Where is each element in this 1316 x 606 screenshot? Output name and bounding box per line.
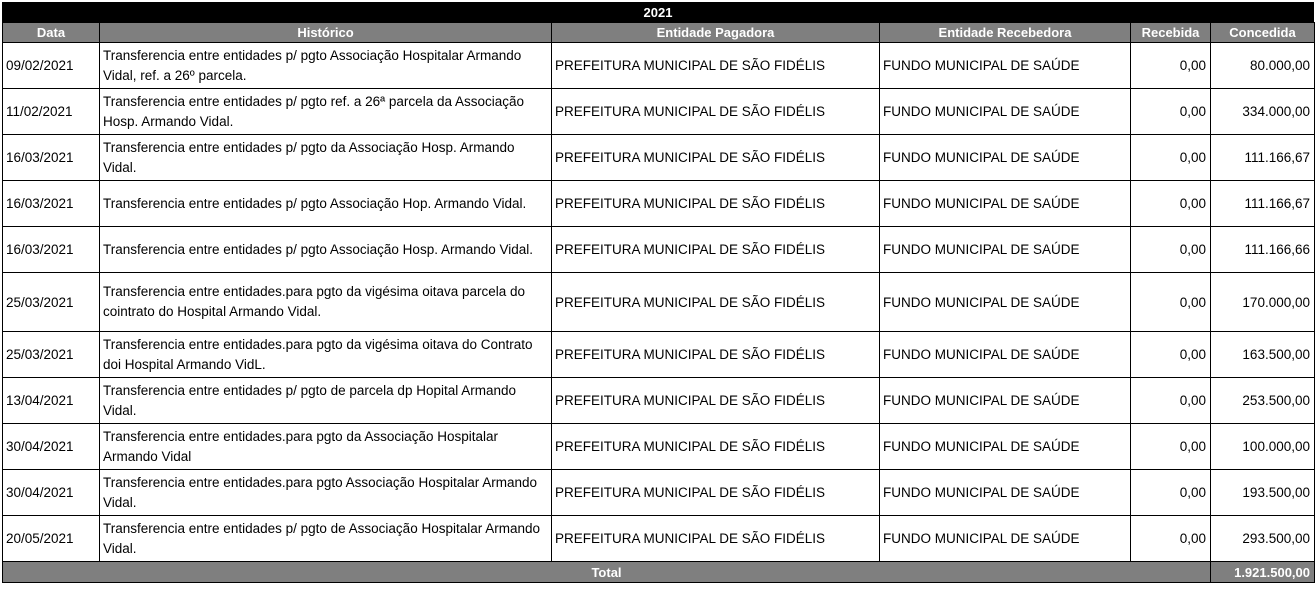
cell-concedida: 170.000,00	[1211, 273, 1315, 332]
cell-recebedora: FUNDO MUNICIPAL DE SAÚDE	[880, 516, 1131, 562]
table-row	[3, 181, 1315, 227]
cell-pagadora: PREFEITURA MUNICIPAL DE SÃO FIDÉLIS	[552, 516, 880, 562]
column-header-data: Data	[3, 23, 100, 43]
cell-pagadora: PREFEITURA MUNICIPAL DE SÃO FIDÉLIS	[552, 470, 880, 516]
cell-pagadora: PREFEITURA MUNICIPAL DE SÃO FIDÉLIS	[552, 227, 880, 273]
cell-recebedora: FUNDO MUNICIPAL DE SAÚDE	[880, 43, 1131, 89]
transfers-sheet	[2, 2, 1314, 583]
cell-historico: Transferencia entre entidades p/ pgto ref. a 26ª parcela da Associação Hosp. Armando Vidal.	[100, 89, 552, 135]
cell-pagadora: PREFEITURA MUNICIPAL DE SÃO FIDÉLIS	[552, 378, 880, 424]
cell-historico: Transferencia entre entidades.para pgto Associação Hospitalar Armando Vidal.	[100, 470, 552, 516]
transfers-table	[2, 22, 1315, 583]
cell-pagadora: PREFEITURA MUNICIPAL DE SÃO FIDÉLIS	[552, 89, 880, 135]
cell-concedida: 193.500,00	[1211, 470, 1315, 516]
cell-historico: Transferencia entre entidades p/ pgto Associação Hop. Armando Vidal.	[100, 181, 552, 227]
column-header-historico: Histórico	[100, 23, 552, 43]
cell-recebida: 0,00	[1131, 470, 1211, 516]
total-value: 1.921.500,00	[1211, 562, 1315, 583]
cell-historico: Transferencia entre entidades p/ pgto de Associação Hospitalar Armando Vidal.	[100, 516, 552, 562]
column-header-recebida: Recebida	[1131, 23, 1211, 43]
column-header-pagadora: Entidade Pagadora	[552, 23, 880, 43]
table-row	[3, 332, 1315, 378]
cell-recebedora: FUNDO MUNICIPAL DE SAÚDE	[880, 227, 1131, 273]
total-label: Total	[3, 562, 1211, 583]
cell-recebedora: FUNDO MUNICIPAL DE SAÚDE	[880, 424, 1131, 470]
cell-recebida: 0,00	[1131, 227, 1211, 273]
cell-concedida: 111.166,67	[1211, 181, 1315, 227]
cell-recebedora: FUNDO MUNICIPAL DE SAÚDE	[880, 89, 1131, 135]
cell-date: 16/03/2021	[3, 227, 100, 273]
column-header-recebedora: Entidade Recebedora	[880, 23, 1131, 43]
table-row	[3, 424, 1315, 470]
cell-date: 30/04/2021	[3, 470, 100, 516]
cell-recebida: 0,00	[1131, 378, 1211, 424]
cell-pagadora: PREFEITURA MUNICIPAL DE SÃO FIDÉLIS	[552, 135, 880, 181]
cell-recebedora: FUNDO MUNICIPAL DE SAÚDE	[880, 378, 1131, 424]
table-row	[3, 273, 1315, 332]
table-row	[3, 227, 1315, 273]
cell-date: 30/04/2021	[3, 424, 100, 470]
cell-concedida: 163.500,00	[1211, 332, 1315, 378]
table-row	[3, 135, 1315, 181]
cell-concedida: 111.166,67	[1211, 135, 1315, 181]
cell-recebida: 0,00	[1131, 181, 1211, 227]
cell-historico: Transferencia entre entidades.para pgto da Associação Hospitalar Armando Vidal	[100, 424, 552, 470]
cell-recebida: 0,00	[1131, 516, 1211, 562]
cell-recebida: 0,00	[1131, 43, 1211, 89]
cell-date: 11/02/2021	[3, 89, 100, 135]
cell-concedida: 80.000,00	[1211, 43, 1315, 89]
cell-recebida: 0,00	[1131, 135, 1211, 181]
cell-pagadora: PREFEITURA MUNICIPAL DE SÃO FIDÉLIS	[552, 332, 880, 378]
cell-pagadora: PREFEITURA MUNICIPAL DE SÃO FIDÉLIS	[552, 43, 880, 89]
cell-date: 13/04/2021	[3, 378, 100, 424]
cell-recebedora: FUNDO MUNICIPAL DE SAÚDE	[880, 273, 1131, 332]
cell-date: 20/05/2021	[3, 516, 100, 562]
cell-recebida: 0,00	[1131, 332, 1211, 378]
table-row	[3, 43, 1315, 89]
cell-concedida: 100.000,00	[1211, 424, 1315, 470]
cell-recebedora: FUNDO MUNICIPAL DE SAÚDE	[880, 135, 1131, 181]
cell-historico: Transferencia entre entidades p/ pgto Associação Hospitalar Armando Vidal, ref. a 26º parcela.	[100, 43, 552, 89]
cell-recebida: 0,00	[1131, 89, 1211, 135]
cell-pagadora: PREFEITURA MUNICIPAL DE SÃO FIDÉLIS	[552, 273, 880, 332]
cell-historico: Transferencia entre entidades p/ pgto Associação Hosp. Armando Vidal.	[100, 227, 552, 273]
cell-historico: Transferencia entre entidades p/ pgto da Associação Hosp. Armando Vidal.	[100, 135, 552, 181]
cell-historico: Transferencia entre entidades.para pgto da vigésima oitava parcela do cointrato do Hospital Armando Vidal.	[100, 273, 552, 332]
cell-date: 25/03/2021	[3, 332, 100, 378]
cell-recebedora: FUNDO MUNICIPAL DE SAÚDE	[880, 470, 1131, 516]
cell-concedida: 293.500,00	[1211, 516, 1315, 562]
cell-concedida: 334.000,00	[1211, 89, 1315, 135]
table-row	[3, 378, 1315, 424]
cell-date: 16/03/2021	[3, 181, 100, 227]
table-row	[3, 89, 1315, 135]
cell-recebida: 0,00	[1131, 424, 1211, 470]
cell-historico: Transferencia entre entidades.para pgto da vigésima oitava do Contrato doi Hospital Armando VidL.	[100, 332, 552, 378]
year-header: 2021	[2, 2, 1314, 22]
cell-concedida: 253.500,00	[1211, 378, 1315, 424]
cell-recebida: 0,00	[1131, 273, 1211, 332]
cell-date: 09/02/2021	[3, 43, 100, 89]
cell-pagadora: PREFEITURA MUNICIPAL DE SÃO FIDÉLIS	[552, 424, 880, 470]
cell-recebedora: FUNDO MUNICIPAL DE SAÚDE	[880, 181, 1131, 227]
cell-recebedora: FUNDO MUNICIPAL DE SAÚDE	[880, 332, 1131, 378]
cell-date: 25/03/2021	[3, 273, 100, 332]
table-row	[3, 516, 1315, 562]
cell-concedida: 111.166,66	[1211, 227, 1315, 273]
cell-historico: Transferencia entre entidades p/ pgto de parcela dp Hopital Armando Vidal.	[100, 378, 552, 424]
table-row	[3, 470, 1315, 516]
cell-date: 16/03/2021	[3, 135, 100, 181]
cell-pagadora: PREFEITURA MUNICIPAL DE SÃO FIDÉLIS	[552, 181, 880, 227]
total-row	[3, 562, 1315, 583]
table-header-row	[3, 23, 1315, 43]
column-header-concedida: Concedida	[1211, 23, 1315, 43]
